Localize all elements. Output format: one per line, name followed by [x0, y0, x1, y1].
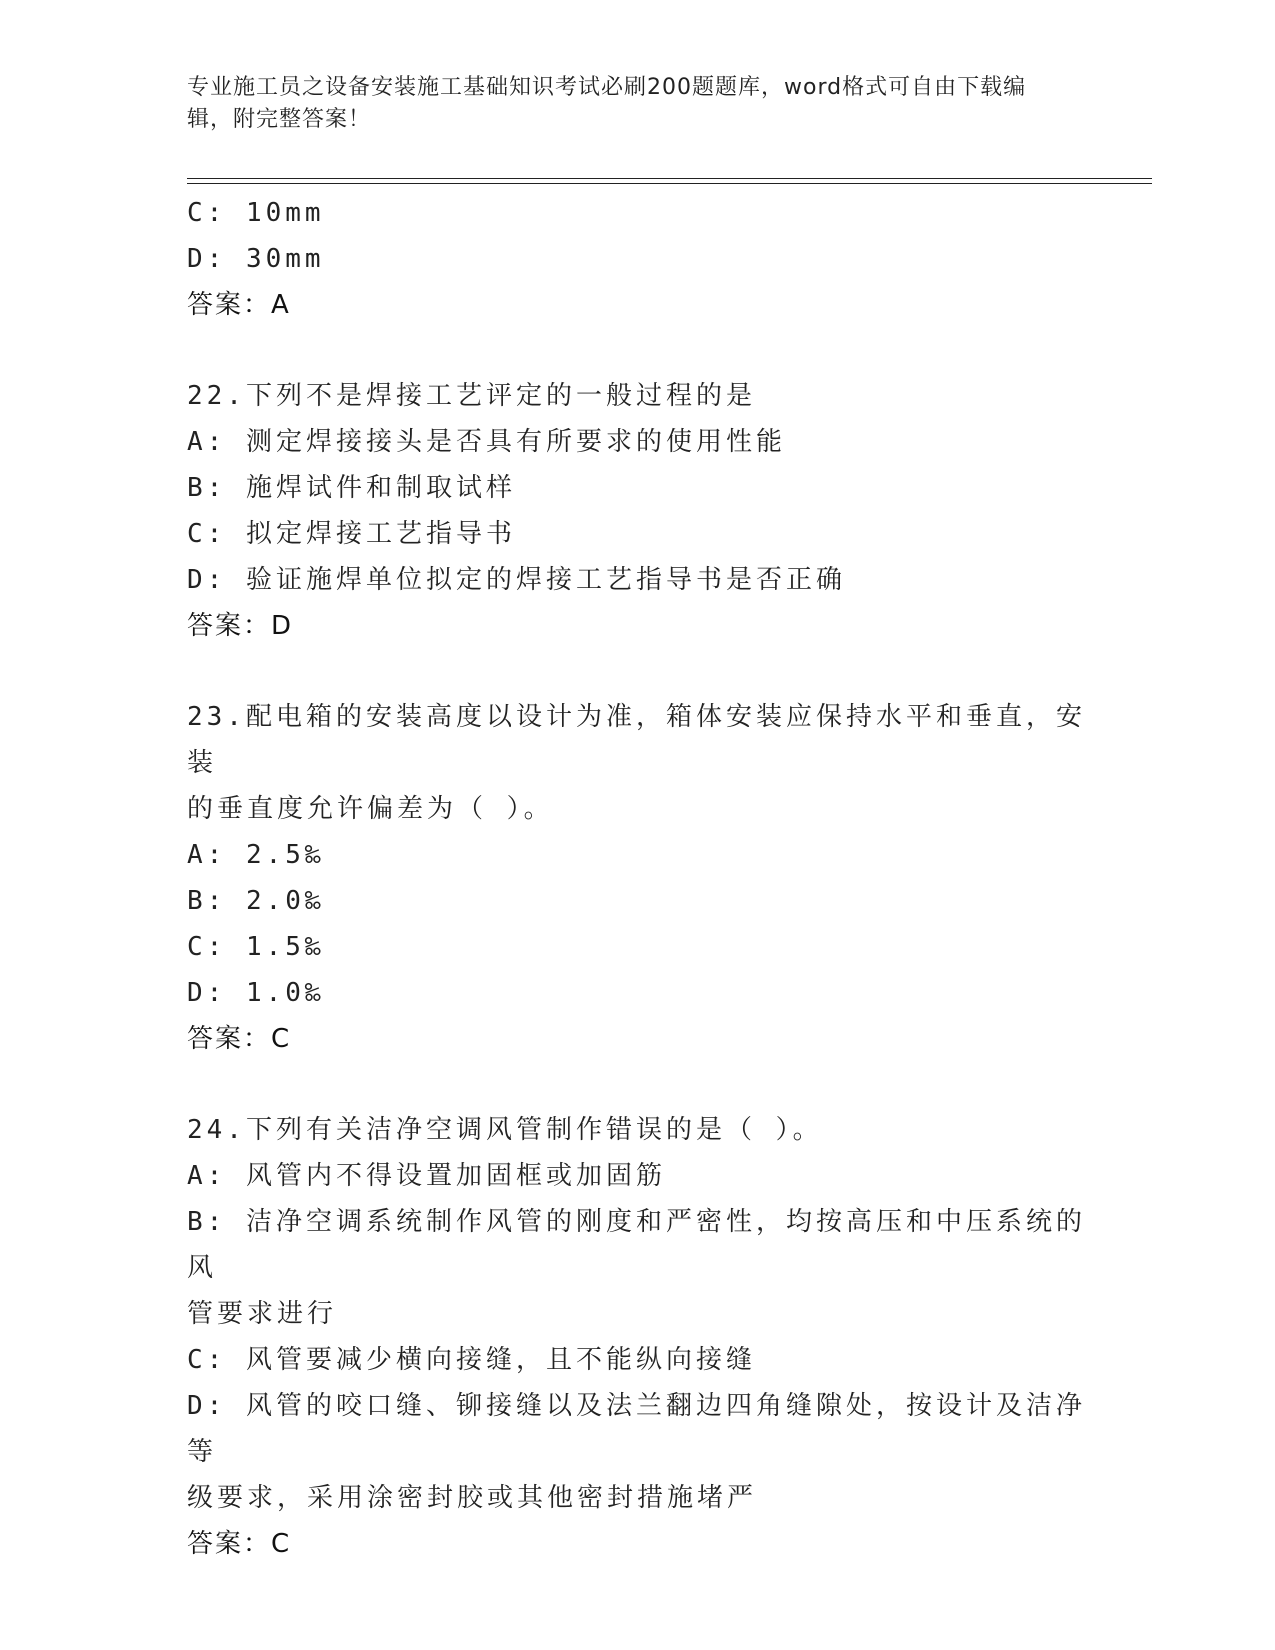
option-b: B: 施焊试件和制取试样: [187, 473, 516, 503]
option-d-line-1: D: 风管的咬口缝、铆接缝以及法兰翻边四角缝隙处，按设计及洁净等: [187, 1391, 1086, 1467]
question-21-tail: [187, 190, 1087, 328]
question-stem-line-2: 的垂直度允许偏差为（ ）。: [187, 794, 554, 824]
answer: 答案：C: [187, 1529, 292, 1559]
question-stem-line-1: 23.配电箱的安装高度以设计为准，箱体安装应保持水平和垂直，安装: [187, 702, 1086, 778]
option-a: A: 测定焊接接头是否具有所要求的使用性能: [187, 427, 786, 457]
document-header: 专业施工员之设备安装施工基础知识考试必刷200题题库，word格式可自由下载编辑，附完整答案！: [187, 75, 1027, 132]
question-stem: 22.下列不是焊接工艺评定的一般过程的是: [187, 381, 756, 411]
option-c: C: 风管要减少横向接缝，且不能纵向接缝: [187, 1345, 756, 1375]
answer: 答案：D: [187, 611, 294, 641]
option-b: B: 2.0‰: [187, 886, 325, 916]
option-b-line-2: 管要求进行: [187, 1299, 338, 1329]
option-d-line-2: 级要求，采用涂密封胶或其他密封措施堵严: [187, 1483, 758, 1513]
question-list: [187, 190, 1087, 1567]
option-a: A: 风管内不得设置加固框或加固筋: [187, 1161, 666, 1191]
option-c: C: 10mm: [187, 198, 325, 228]
question-stem: 24.下列有关洁净空调风管制作错误的是（ ）。: [187, 1115, 823, 1145]
header-rule-top: [187, 178, 1152, 179]
question-23: [187, 694, 1087, 1062]
option-d: D: 1.0‰: [187, 978, 325, 1008]
spacer: [187, 1062, 1087, 1107]
question-22: [187, 373, 1087, 649]
spacer: [187, 328, 1087, 373]
option-d: D: 30mm: [187, 244, 325, 274]
option-c: C: 拟定焊接工艺指导书: [187, 519, 516, 549]
answer: 答案：A: [187, 290, 291, 320]
answer: 答案：C: [187, 1024, 292, 1054]
option-a: A: 2.5‰: [187, 840, 325, 870]
option-d: D: 验证施焊单位拟定的焊接工艺指导书是否正确: [187, 565, 846, 595]
option-c: C: 1.5‰: [187, 932, 325, 962]
spacer: [187, 649, 1087, 694]
header-rule-bottom: [187, 183, 1152, 184]
option-b-line-1: B: 洁净空调系统制作风管的刚度和严密性，均按高压和中压系统的风: [187, 1207, 1086, 1283]
question-24: [187, 1107, 1087, 1567]
